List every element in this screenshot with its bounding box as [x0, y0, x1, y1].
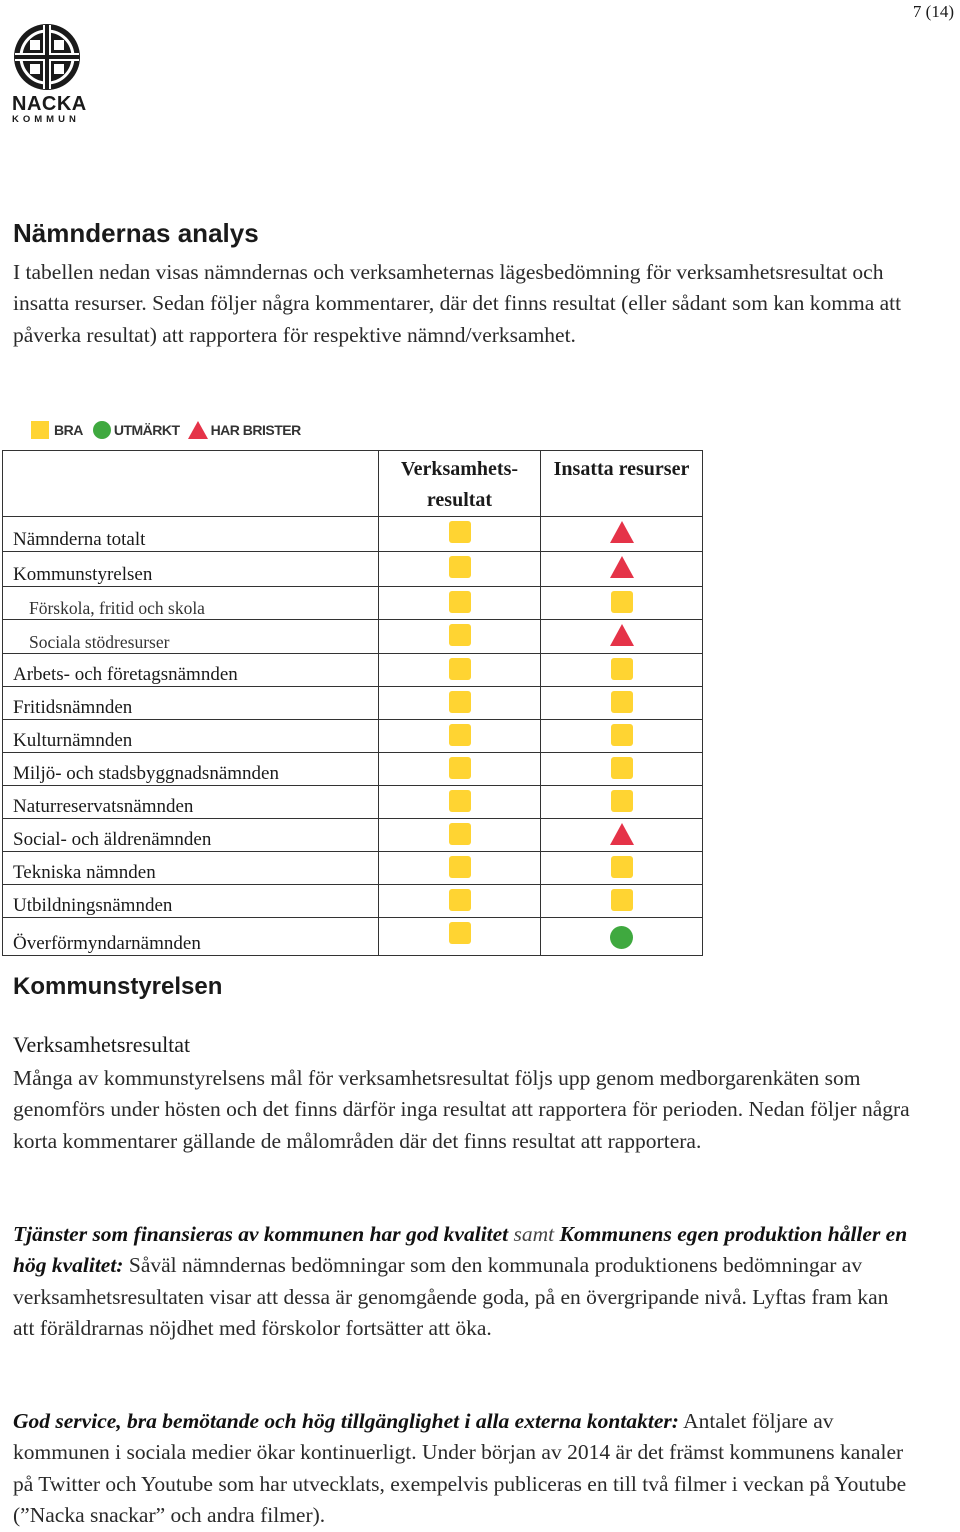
row-name: Social- och äldrenämnden — [3, 819, 379, 852]
paragraph-3 — [13, 1406, 913, 1531]
row-name: Tekniska nämnden — [3, 852, 379, 885]
row-resources-cell — [541, 552, 703, 587]
status-square-icon — [449, 521, 471, 543]
status-square-icon — [449, 624, 471, 646]
status-triangle-icon — [610, 521, 634, 543]
table-header-name — [3, 451, 379, 517]
para2-body: Såväl nämndernas bedömningar som den kommunala produktionens bedömningar av verksamhetsresultaten visar att dessa är genomgående goda, på en övergripande nivå. Lyftas fram kan att föräldrarnas nöjdhet med förskolor fortsätter att öka. — [13, 1253, 889, 1340]
table-header-result: Verksamhets-resultat — [379, 451, 541, 517]
yellow-square-icon — [31, 421, 49, 439]
intro-paragraph: I tabellen nedan visas nämndernas och verksamheternas lägesbedömning för verksamhetsresultat och insatta resurser. Sedan följer några kommentarer, där det finns resultat (eller sådant som kan komma att påverka resultat) att rapportera för respektive nämnd/verksamhet. — [13, 260, 902, 347]
table-row — [3, 819, 703, 852]
row-resources-cell — [541, 587, 703, 620]
row-resources-cell — [541, 852, 703, 885]
table-row — [3, 587, 703, 620]
subtitle-verksamhetsresultat: Verksamhetsresultat — [13, 1032, 191, 1057]
status-square-icon — [449, 922, 471, 944]
row-result-cell — [379, 753, 541, 786]
row-name: Arbets- och företagsnämnden — [3, 654, 379, 687]
row-result-cell — [379, 885, 541, 918]
legend-issues-label: HAR BRISTER — [210, 422, 301, 438]
table-row — [3, 654, 703, 687]
status-square-icon — [449, 856, 471, 878]
row-resources-cell — [541, 918, 703, 956]
page-number: 7 (14) — [912, 2, 954, 21]
logo-text-nacka: NACKA — [12, 93, 87, 115]
legend — [31, 421, 301, 439]
status-triangle-icon — [610, 556, 634, 578]
table-row — [3, 620, 703, 654]
para3-heading: God service, bra bemötande och hög tillgänglighet i alla externa kontakter: — [13, 1409, 679, 1433]
status-circle-icon — [610, 926, 633, 949]
table-row — [3, 687, 703, 720]
row-name: Kommunstyrelsen — [3, 552, 379, 587]
status-square-icon — [449, 757, 471, 779]
row-result-cell — [379, 552, 541, 587]
status-triangle-icon — [610, 624, 634, 646]
table-header-row — [3, 451, 703, 517]
table-row — [3, 720, 703, 753]
legend-excellent-label: UTMÄRKT — [113, 422, 180, 438]
row-result-cell — [379, 620, 541, 654]
status-square-icon — [611, 658, 633, 680]
status-square-icon — [449, 790, 471, 812]
row-resources-cell — [541, 654, 703, 687]
row-result-cell — [379, 720, 541, 753]
status-square-icon — [611, 724, 633, 746]
paragraph-2 — [13, 1219, 913, 1344]
para2-heading-2: Kommunens egen produktion håller en hög kvalitet: — [13, 1222, 908, 1278]
para2-heading-1: Tjänster som finansieras av kommunen har god kvalitet — [13, 1222, 509, 1246]
row-name: Utbildningsnämnden — [3, 885, 379, 918]
para3-body: Antalet följare av kommunen i sociala medier ökar kontinuerligt. Under början av 2014 är det främst kommunens kanaler på Twitter och Youtube som har utvecklats, exempelvis publiceras en till två filmer i veckan på Youtube (”Nacka snackar” och andra filmer). — [13, 1409, 907, 1527]
table-row — [3, 852, 703, 885]
table-body — [3, 517, 703, 956]
nacka-emblem-icon — [12, 22, 82, 92]
status-square-icon — [449, 823, 471, 845]
row-result-cell — [379, 852, 541, 885]
status-triangle-icon — [610, 823, 634, 845]
row-result-cell — [379, 819, 541, 852]
row-resources-cell — [541, 819, 703, 852]
section-title-kommunstyrelsen: Kommunstyrelsen — [13, 973, 223, 1000]
row-name: Naturreservatsnämnden — [3, 786, 379, 819]
status-square-icon — [449, 658, 471, 680]
row-resources-cell — [541, 885, 703, 918]
row-result-cell — [379, 587, 541, 620]
row-name: Miljö- och stadsbyggnadsnämnden — [3, 753, 379, 786]
row-resources-cell — [541, 620, 703, 654]
row-result-cell — [379, 786, 541, 819]
assessment-table — [2, 450, 703, 956]
row-name: Nämnderna totalt — [3, 517, 379, 552]
row-resources-cell — [541, 517, 703, 552]
paragraph-1: Många av kommunstyrelsens mål för verksamhetsresultat följs upp genom medborgarenkäten som genomförs under hösten och det finns därför inga resultat att rapportera för perioden. Nedan följer några korta kommentarer gällande de målområden där det finns resultat att rapportera. — [13, 1066, 910, 1153]
status-square-icon — [449, 691, 471, 713]
logo-text-kommun: KOMMUN — [12, 114, 80, 125]
green-circle-icon — [93, 421, 111, 439]
status-square-icon — [611, 691, 633, 713]
red-triangle-icon — [188, 421, 208, 439]
table-row — [3, 918, 703, 956]
para2-samt: samt — [508, 1222, 560, 1246]
status-square-icon — [611, 591, 633, 613]
status-square-icon — [611, 856, 633, 878]
table-row — [3, 786, 703, 819]
status-square-icon — [611, 889, 633, 911]
row-resources-cell — [541, 753, 703, 786]
row-resources-cell — [541, 786, 703, 819]
row-name: Förskola, fritid och skola — [3, 587, 379, 620]
row-name: Kulturnämnden — [3, 720, 379, 753]
status-square-icon — [449, 591, 471, 613]
status-square-icon — [449, 889, 471, 911]
row-result-cell — [379, 687, 541, 720]
status-square-icon — [611, 790, 633, 812]
row-resources-cell — [541, 720, 703, 753]
row-name: Sociala stödresurser — [3, 620, 379, 654]
row-name: Fritidsnämnden — [3, 687, 379, 720]
row-name: Överförmyndarnämnden — [3, 918, 379, 956]
table-header-resources: Insatta resurser — [541, 451, 703, 517]
table-row — [3, 517, 703, 552]
row-result-cell — [379, 517, 541, 552]
table-row — [3, 885, 703, 918]
row-result-cell — [379, 918, 541, 956]
table-row — [3, 552, 703, 587]
nacka-logo — [12, 22, 88, 125]
status-square-icon — [611, 757, 633, 779]
section-title-analys: Nämndernas analys — [13, 218, 259, 248]
row-resources-cell — [541, 687, 703, 720]
status-square-icon — [449, 556, 471, 578]
legend-good-label: BRA — [54, 422, 83, 438]
row-result-cell — [379, 654, 541, 687]
status-square-icon — [449, 724, 471, 746]
table-row — [3, 753, 703, 786]
